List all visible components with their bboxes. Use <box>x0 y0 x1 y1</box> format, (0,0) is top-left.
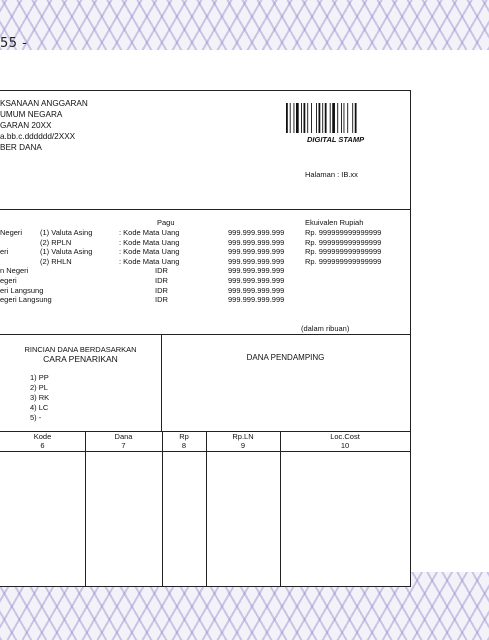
digital-stamp-label: DIGITAL STAMP <box>307 135 365 144</box>
col-divider-rpln-loccost <box>280 431 281 587</box>
funding-pagu: 999.999.999.999 <box>228 228 285 237</box>
funding-source: eri Langsung <box>0 285 44 295</box>
rincian-title-1: RINCIAN DANA BERDASARKAN <box>24 345 137 354</box>
funding-pagu: 999.999.999.999 <box>228 285 285 295</box>
funding-currency: : Kode Mata Uang <box>119 237 180 247</box>
rincian-item-pl: 2) PL <box>30 383 48 392</box>
unit-note: (dalam ribuan) <box>301 324 350 333</box>
header-line-5: BER DANA <box>0 143 42 152</box>
budget-document-sheet <box>0 90 411 587</box>
page-number: 55 - <box>0 36 28 51</box>
rincian-title-2: CARA PENARIKAN <box>43 354 118 364</box>
funding-pagu: 999.999.999.999 <box>228 295 285 305</box>
col-header-pagu: Pagu <box>157 218 175 227</box>
funding-type: (1) Valuta Asing <box>40 247 93 257</box>
col-num-8: 8 <box>181 441 187 450</box>
col-num-9: 9 <box>240 441 246 450</box>
funding-currency: : Kode Mata Uang <box>119 256 180 266</box>
funding-pagu: 999.999.999.999 <box>228 256 285 266</box>
funding-currency: IDR <box>155 266 168 276</box>
funding-pagu: 999.999.999.999 <box>228 266 285 276</box>
funding-currency: IDR <box>155 285 168 295</box>
funding-type: (2) RPLN <box>40 237 72 247</box>
rincian-item-rk: 3) RK <box>30 393 50 402</box>
box-divider <box>161 334 162 431</box>
header-line-3: GARAN 20XX <box>0 121 52 130</box>
col-num-7: 7 <box>121 441 126 450</box>
funding-source: eri <box>0 247 9 257</box>
funding-source: egeri Langsung <box>0 295 52 305</box>
funding-ekuivalen: Rp. 999999999999999 <box>305 256 382 266</box>
header-line-4: a.bb.c.dddddd/2XXX <box>0 132 76 141</box>
barcode-image <box>286 103 386 133</box>
col-divider-dana-rp <box>162 431 163 587</box>
rincian-item-pp: 1) PP <box>30 373 49 382</box>
divider-line <box>0 209 410 210</box>
dana-pendamping-label: DANA PENDAMPING <box>246 353 325 362</box>
col-num-6: 6 <box>40 441 45 450</box>
funding-currency: IDR <box>155 295 168 305</box>
th-rpln: Rp.LN <box>232 432 254 441</box>
col-header-ekuivalen: Ekuivalen Rupiah <box>305 218 364 227</box>
col-divider-rp-rpln <box>206 431 207 587</box>
funding-pagu: 999.999.999.999 <box>228 276 285 285</box>
header-line-1: KSANAAN ANGGARAN <box>0 99 88 108</box>
rincian-item-5: 5) - <box>30 413 42 422</box>
funding-currency: : Kode Mata Uang <box>119 247 180 257</box>
th-loccost: Loc.Cost <box>330 432 360 441</box>
funding-ekuivalen: Rp. 999999999999999 <box>305 228 382 237</box>
funding-type: (1) Valuta Asing <box>40 228 93 237</box>
th-dana: Dana <box>114 432 133 441</box>
funding-source: n Negeri <box>0 266 29 276</box>
funding-ekuivalen: Rp. 999999999999999 <box>305 247 382 257</box>
funding-currency: : Kode Mata Uang <box>119 228 180 237</box>
box-top-border <box>0 334 410 335</box>
table-header-border <box>0 451 410 452</box>
header-line-2: UMUM NEGARA <box>0 110 63 119</box>
funding-pagu: 999.999.999.999 <box>228 237 285 247</box>
funding-currency: IDR <box>155 276 168 285</box>
col-num-10: 10 <box>340 441 350 450</box>
funding-ekuivalen: Rp. 999999999999999 <box>305 237 382 247</box>
funding-source: egeri <box>0 276 17 285</box>
rincian-item-lc: 4) LC <box>30 403 49 412</box>
page-code: Halaman : IB.xx <box>305 170 358 179</box>
funding-source: Negeri <box>0 228 23 237</box>
th-rp: Rp <box>179 432 189 441</box>
funding-pagu: 999.999.999.999 <box>228 247 285 257</box>
th-kode: Kode <box>33 432 52 441</box>
funding-type: (2) RHLN <box>40 256 72 266</box>
decorative-pattern-top <box>0 0 489 50</box>
col-divider-kode-dana <box>85 431 86 587</box>
